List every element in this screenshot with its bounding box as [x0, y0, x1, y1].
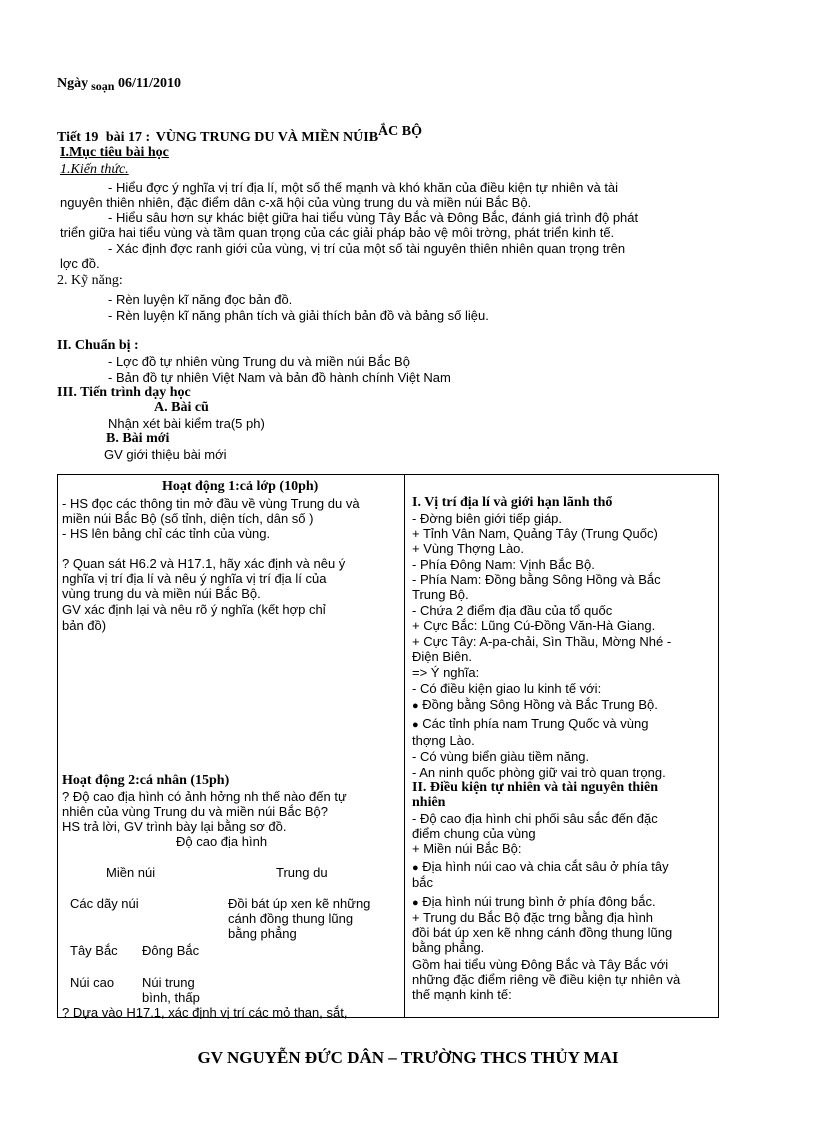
right-bullet-line: ● Đồng bằng Sông Hồng và Bắc Trung Bộ. — [412, 697, 658, 712]
right-line: + Tỉnh Vân Nam, Quảng Tây (Trung Quốc) — [412, 526, 658, 541]
activity1-line: - HS đọc các thông tin mở đầu về vùng Trung du và — [62, 496, 360, 511]
activity2-title: Hoạt động 2:cá nhân (15ph) — [62, 773, 230, 788]
activity1-title: Hoạt động 1:cả lớp (10ph) — [162, 479, 319, 494]
section1-line: lợc đồ. — [60, 256, 100, 271]
diagram-nui-cao: Núi cao — [70, 975, 115, 990]
date-value: 06/11/2010 — [117, 76, 181, 91]
activity1-line: bản đồ) — [62, 618, 107, 633]
diagram-doi-bat: cánh đồng thung lũng — [228, 911, 354, 926]
right-line: - Chứa 2 điểm địa đầu của tổ quốc — [412, 603, 613, 618]
right-heading-2: II. Điều kiện tự nhiên và tài nguyên thiên — [412, 780, 659, 795]
right-line: thợng Lào. — [412, 733, 475, 748]
section1-line: - Hiểu sâu hơn sự khác biệt giữa hai tiểu vùng Tây Bắc và Đông Bắc, đánh giá trình độ phát — [108, 210, 639, 225]
activity2-line: HS trả lời, GV trình bày lại bằng sơ đồ. — [62, 819, 287, 834]
right-line: - An ninh quốc phòng giữ vai trò quan trọng. — [412, 765, 666, 780]
date-prefix-1: Ngày — [57, 76, 89, 91]
activity2-line: nhiên của vùng Trung du và miền núi Bắc Bộ? — [62, 804, 328, 819]
right-line: bắc — [412, 875, 433, 890]
section3-heading: III. Tiến trình dạy học — [57, 385, 191, 400]
right-line: điểm chung của vùng — [412, 826, 536, 841]
section1-line: - Xác định đợc ranh giới của vùng, vị trí của một số tài nguyên thiên nhiên quan trọng trên — [108, 241, 626, 256]
lesson-title-sup: ẮC BỘ — [378, 124, 422, 139]
bullet-icon: ● — [412, 897, 419, 909]
prep-item: - Bản đồ tự nhiên Việt Nam và bản đồ hành chính Việt Nam — [108, 370, 451, 385]
right-line: - Đờng biên giới tiếp giáp. — [412, 511, 563, 526]
prep-item: - Lợc đồ tự nhiên vùng Trung du và miền núi Bắc Bộ — [108, 354, 410, 369]
diagram-dong-bac: Đông Bắc — [142, 943, 200, 958]
bullet-icon: ● — [412, 862, 419, 874]
bullet-icon: ● — [412, 700, 419, 712]
diagram-mien-nui: Miền núi — [106, 865, 156, 880]
right-line: - Phía Nam: Đồng bằng Sông Hồng và Bắc — [412, 572, 661, 587]
section1-heading: I.Mục tiêu bài học — [60, 145, 169, 160]
section1-sub1: 1.Kiến thức. — [60, 162, 129, 177]
y-nghia-label: => Ý nghĩa: — [412, 665, 480, 680]
right-line: - Có điều kiện giao lu kinh tế với: — [412, 681, 602, 696]
activity1-line: miền núi Bắc Bộ (số tỉnh, diện tích, dân số ) — [62, 511, 314, 526]
activity1-line: GV xác định lại và nêu rõ ý nghĩa (kết hợp chỉ — [62, 602, 326, 617]
date-prefix-2: soạn — [91, 79, 115, 93]
section2-heading: II. Chuẩn bị : — [57, 338, 139, 353]
right-line: + Miền núi Bắc Bộ: — [412, 841, 522, 856]
right-line: Trung Bộ. — [412, 587, 469, 602]
activity1-line: vùng trung du và miền núi Bắc Bộ. — [62, 586, 261, 601]
diagram-doi-bat: bằng phẳng — [228, 926, 297, 941]
diagram-doi-bat: Đồi bát úp xen kẽ những — [228, 896, 371, 911]
diagram-root: Độ cao địa hình — [176, 834, 268, 849]
right-bullet-line: ● Địa hình núi cao và chia cắt sâu ở phía tây — [412, 859, 669, 874]
diagram-cac-day-nui: Các dãy núi — [70, 896, 139, 911]
activity1-line: ? Quan sát H6.2 và H17.1, hãy xác định và nêu ý — [62, 556, 346, 571]
lesson-bai: bài 17 : — [105, 130, 151, 145]
lesson-title-main: VÙNG TRUNG DU VÀ MIỀN NÚI — [155, 130, 369, 145]
lesson-table — [57, 474, 719, 1018]
activity1-line: nghĩa vị trí địa lí và nêu ý nghĩa vị trí địa lí của — [62, 571, 327, 586]
right-bullet-line: ● Địa hình núi trung bình ở phía đông bắc. — [412, 894, 656, 909]
page-footer: GV NGUYỄN ĐỨC DÂN – TRƯỜNG THCS THỦY MAI — [197, 1048, 619, 1067]
skill-line: - Rèn luyện kĩ năng phân tích và giải thích bản đồ và bảng số liệu. — [108, 308, 489, 323]
right-line: bằng phẳng. — [412, 940, 485, 955]
section1-line: triển giữa hai tiểu vùng và tầm quan trọng của các giải pháp bảo vệ môi trờng, phát triển kinh tế. — [60, 225, 615, 240]
activity2-last-line: ? Dựa vào H17.1, xác định vị trí các mỏ than, sắt, — [62, 1005, 348, 1020]
section1-sub2: 2. Kỹ năng: — [57, 273, 123, 288]
date-line — [57, 76, 181, 92]
section3-b-heading: B. Bài mới — [106, 431, 170, 446]
right-line: + Cực Tây: A-pa-chải, Sìn Thầu, Mờng Nhé - — [412, 634, 672, 649]
skill-line: - Rèn luyện kĩ năng đọc bản đồ. — [108, 292, 293, 307]
right-line: Điện Biên. — [412, 649, 472, 664]
right-line: + Vùng Thợng Lào. — [412, 541, 525, 556]
activity2-line: ? Độ cao địa hình có ảnh hởng nh thế nào đến tự — [62, 789, 347, 804]
diagram-tay-bac: Tây Bắc — [70, 943, 118, 958]
column-divider — [404, 475, 405, 1017]
right-line: + Cực Bắc: Lũng Cú-Đồng Văn-Hà Giang. — [412, 618, 656, 633]
section3-a-heading: A. Bài cũ — [154, 400, 209, 415]
right-heading-2b: nhiên — [412, 795, 446, 810]
lesson-tiet: Tiết 19 — [57, 130, 99, 145]
right-line: thế mạnh kinh tế: — [412, 987, 512, 1002]
section3-a-text: Nhận xét bài kiểm tra(5 ph) — [108, 416, 265, 431]
lesson-title — [57, 124, 422, 146]
right-line: - Độ cao địa hình chi phối sâu sắc đến đặc — [412, 811, 658, 826]
diagram-trung-du: Trung du — [276, 865, 328, 880]
lesson-title-b: B — [368, 130, 379, 145]
right-bullet-line: ● Các tỉnh phía nam Trung Quốc và vùng — [412, 716, 649, 731]
right-line: Gồm hai tiểu vùng Đông Bắc và Tây Bắc với — [412, 957, 669, 972]
diagram-nui-tb: bình, thấp — [142, 990, 200, 1005]
diagram-nui-tb: Núi trung — [142, 975, 195, 990]
right-line: + Trung du Bắc Bộ đặc trng bằng địa hình — [412, 910, 654, 925]
bullet-icon: ● — [412, 719, 419, 731]
right-line: đồi bát úp xen kẽ nhng cánh đồng thung lũng — [412, 925, 673, 940]
section1-line: nguyên thiên nhiên, đặc điểm dân c-xã hội của vùng trung du và miền núi Bắc Bộ. — [60, 195, 532, 210]
section1-line: - Hiểu đợc ý nghĩa vị trí địa lí, một số thế mạnh và khó khăn của điều kiện tự nhiên và tài — [108, 180, 619, 195]
right-line: - Phía Đông Nam: Vịnh Bắc Bộ. — [412, 557, 595, 572]
right-line: - Có vùng biển giàu tiềm năng. — [412, 749, 590, 764]
section3-b-text: GV giới thiệu bài mới — [104, 447, 227, 462]
right-heading-1: I. Vị trí địa lí và giới hạn lãnh thổ — [412, 495, 613, 510]
activity1-line: - HS lên bảng chỉ các tỉnh của vùng. — [62, 526, 271, 541]
right-line: những đặc điểm riêng về điều kiện tự nhiên và — [412, 972, 681, 987]
